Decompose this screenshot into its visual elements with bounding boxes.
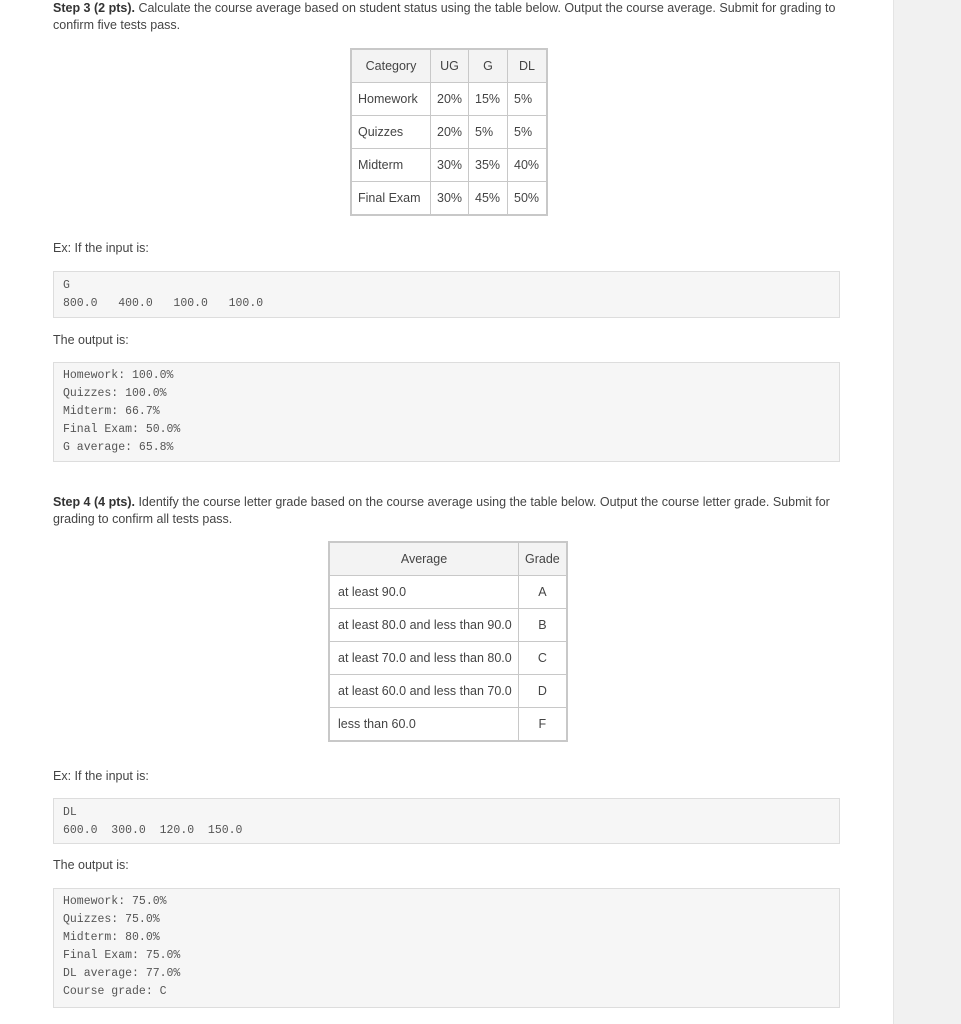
table-cell: 15% — [469, 83, 508, 116]
code-line: DL — [63, 806, 77, 819]
step3-description: Calculate the course average based on student status using the table below. Output the course average. Submit for grading to confirm five tests pass. — [53, 1, 836, 32]
letters-header-average: Average — [329, 542, 519, 576]
table-cell: at least 80.0 and less than 90.0 — [329, 609, 519, 642]
code-line: Homework: 100.0% — [63, 369, 174, 382]
code-line: G average: 65.8% — [63, 441, 174, 454]
code-line: Course grade: C — [63, 985, 167, 998]
table-cell: 35% — [469, 149, 508, 182]
table-cell: less than 60.0 — [329, 708, 519, 742]
table-cell: at least 70.0 and less than 80.0 — [329, 642, 519, 675]
table-cell: at least 60.0 and less than 70.0 — [329, 675, 519, 708]
step4-output-box — [53, 888, 840, 1008]
code-line: Quizzes: 75.0% — [63, 913, 160, 926]
table-cell: 30% — [431, 182, 469, 216]
table-row — [329, 708, 567, 742]
code-line: Midterm: 80.0% — [63, 931, 160, 944]
code-line: G — [63, 279, 70, 292]
step4-instructions — [53, 494, 843, 528]
letters-header-grade: Grade — [519, 542, 567, 576]
table-cell: Quizzes — [351, 116, 431, 149]
table-row — [351, 83, 547, 116]
letters-header-row — [329, 542, 567, 576]
step4-title: Step 4 (4 pts). — [53, 495, 135, 509]
table-cell: Homework — [351, 83, 431, 116]
step4-example-label: Ex: If the input is: — [53, 769, 149, 783]
code-line: DL average: 77.0% — [63, 967, 181, 980]
step4-input-box — [53, 798, 840, 844]
letter-grade-table — [328, 541, 568, 742]
weights-header-category: Category — [351, 49, 431, 83]
step4-description: Identify the course letter grade based on the course average using the table below. Output the course letter grade. Submit for grading to confirm all tests pass. — [53, 495, 830, 526]
code-line: Final Exam: 75.0% — [63, 949, 181, 962]
table-cell: 5% — [508, 83, 548, 116]
table-row — [351, 182, 547, 216]
step3-example-label: Ex: If the input is: — [53, 241, 149, 255]
step3-title: Step 3 (2 pts). — [53, 1, 135, 15]
table-row — [329, 609, 567, 642]
table-cell: 5% — [469, 116, 508, 149]
code-line: Quizzes: 100.0% — [63, 387, 167, 400]
table-cell: 20% — [431, 83, 469, 116]
weights-table — [350, 48, 548, 216]
table-cell: 5% — [508, 116, 548, 149]
code-line: Final Exam: 50.0% — [63, 423, 181, 436]
table-cell: 20% — [431, 116, 469, 149]
weights-header-ug: UG — [431, 49, 469, 83]
step3-instructions — [53, 0, 843, 34]
table-cell: C — [519, 642, 567, 675]
table-cell: A — [519, 576, 567, 609]
table-cell: Final Exam — [351, 182, 431, 216]
table-row — [329, 642, 567, 675]
table-row — [329, 576, 567, 609]
right-sidebar-panel — [893, 0, 961, 1024]
table-cell: B — [519, 609, 567, 642]
step3-output-box — [53, 362, 840, 462]
table-cell: 30% — [431, 149, 469, 182]
table-cell: F — [519, 708, 567, 742]
table-cell: D — [519, 675, 567, 708]
table-cell: Midterm — [351, 149, 431, 182]
step3-output-label: The output is: — [53, 333, 129, 347]
weights-header-row — [351, 49, 547, 83]
table-cell: 45% — [469, 182, 508, 216]
table-cell: 50% — [508, 182, 548, 216]
code-line: Midterm: 66.7% — [63, 405, 160, 418]
code-line: Homework: 75.0% — [63, 895, 167, 908]
table-cell: 40% — [508, 149, 548, 182]
table-cell: at least 90.0 — [329, 576, 519, 609]
step4-output-label: The output is: — [53, 858, 129, 872]
code-line: 600.0 300.0 120.0 150.0 — [63, 824, 243, 837]
weights-header-g: G — [469, 49, 508, 83]
table-row — [351, 116, 547, 149]
code-line: 800.0 400.0 100.0 100.0 — [63, 297, 264, 310]
table-row — [351, 149, 547, 182]
table-row — [329, 675, 567, 708]
step3-input-box — [53, 271, 840, 318]
weights-header-dl: DL — [508, 49, 548, 83]
